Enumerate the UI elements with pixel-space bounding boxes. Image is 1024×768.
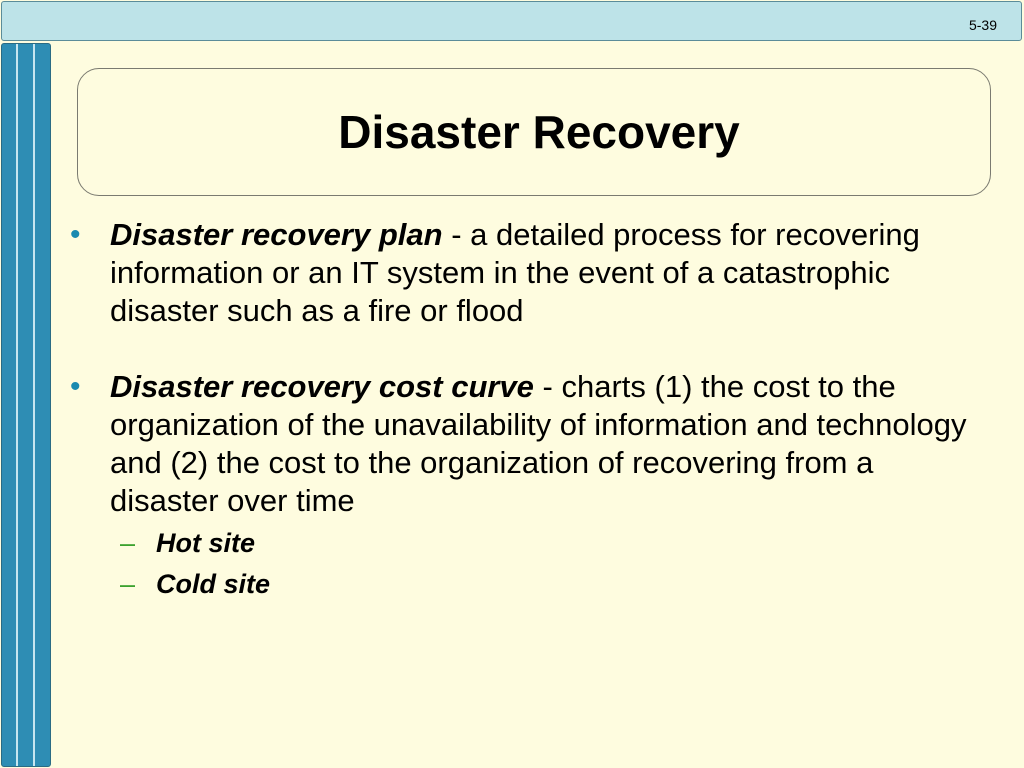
slide-content xyxy=(70,216,970,605)
bullet-marker: • xyxy=(70,370,81,403)
sub-item-label: Cold site xyxy=(156,569,271,599)
sub-marker: – xyxy=(120,569,136,599)
bullet-text: - charts (1) the cost to the organization of the unavailability of information and technology and (2) the cost to the organization of recovering from a disaster over time xyxy=(110,369,967,518)
side-bar-stripe xyxy=(33,44,35,766)
slide-number: 5-39 xyxy=(968,17,997,33)
sub-list xyxy=(110,523,972,605)
sub-item-label: Hot site xyxy=(156,528,256,558)
side-bar-stripe xyxy=(16,44,18,766)
bullet-text: - a detailed process for recovering information or an IT system in the event of a catastrophic disaster such as a fire or flood xyxy=(110,217,920,328)
sub-marker: – xyxy=(120,528,136,558)
bullet-item xyxy=(70,368,972,605)
bullet-marker: • xyxy=(70,218,81,251)
sub-item-cold-site xyxy=(110,564,972,605)
side-bar xyxy=(1,43,51,767)
bullet-term: Disaster recovery cost curve xyxy=(110,369,534,404)
sub-item-hot-site xyxy=(110,523,972,564)
bullet-term: Disaster recovery plan xyxy=(110,217,443,252)
title-box xyxy=(77,68,991,196)
bullet-item xyxy=(70,216,990,330)
slide-title: Disaster Recovery xyxy=(338,106,740,158)
top-bar xyxy=(1,1,1022,41)
